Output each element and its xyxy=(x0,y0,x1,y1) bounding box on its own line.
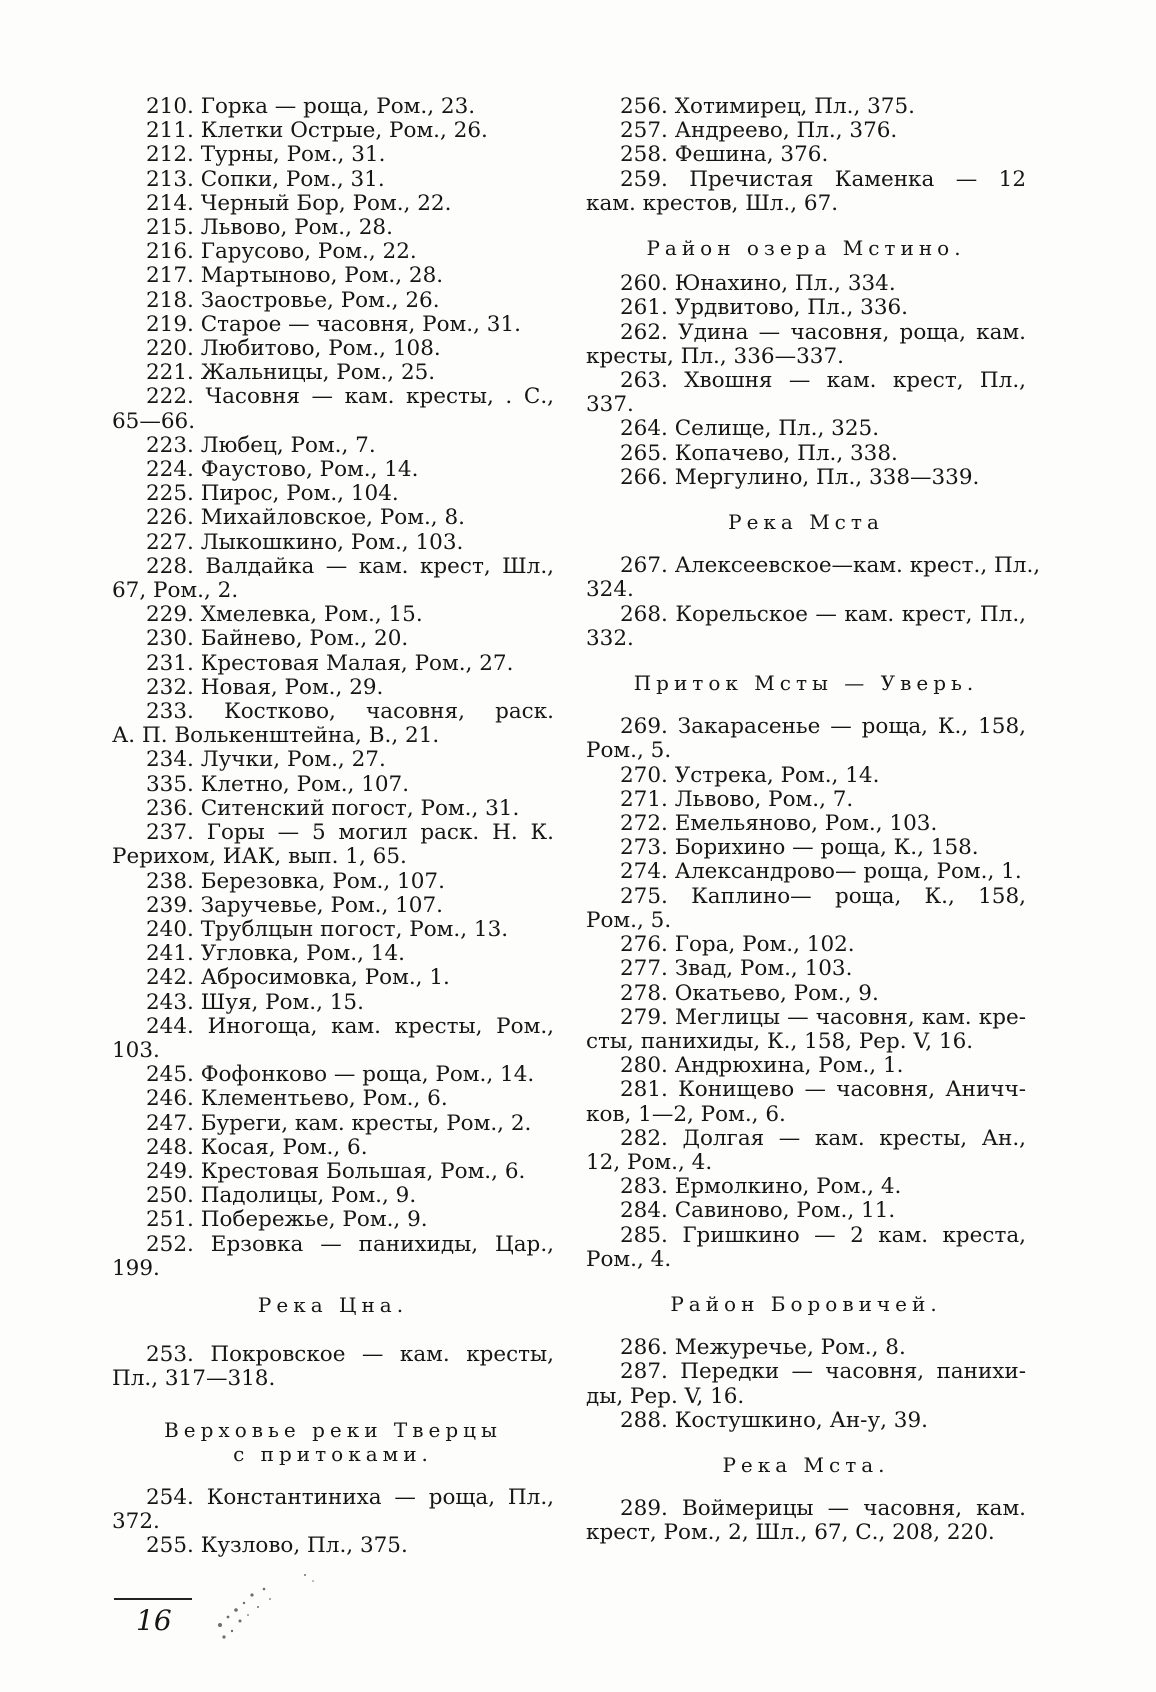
entry-line: 256. Хотимирец, Пл., 375. xyxy=(620,94,915,119)
spacer xyxy=(586,216,1026,236)
entry-line: 247. Буреги, кам. кресты, Ром., 2. xyxy=(146,1110,532,1136)
spacer xyxy=(586,534,1026,554)
entry-line: 281. Конищево — часовня, Аничч- xyxy=(620,1077,1026,1103)
entry-line: 253. Покровское — кам. кресты, xyxy=(146,1342,554,1368)
entry-line: 210. Горка — роща, Ром., 23. xyxy=(146,94,476,119)
entry-line: 277. Звад, Ром., 103. xyxy=(620,956,853,982)
entry-line: 337. xyxy=(586,392,634,418)
entry-line: 211. Клетки Острые, Ром., 26. xyxy=(146,118,488,144)
entry-line: 287. Передки — часовня, панихи- xyxy=(620,1359,1026,1385)
entry-line: 252. Ерзовка — панихиды, Цар., xyxy=(146,1231,554,1257)
entry-line: 285. Гришкино — 2 кам. креста, xyxy=(620,1222,1026,1248)
entry-line: А. П. Волькенштейна, В., 21. xyxy=(112,723,440,749)
entry-line: 278. Окатьево, Ром., 9. xyxy=(620,980,879,1006)
spacer xyxy=(586,1316,1026,1336)
entry-line: 212. Турны, Ром., 31. xyxy=(146,142,386,168)
entry-line: 215. Львово, Ром., 28. xyxy=(146,215,393,241)
entry-line: 275. Каплино— роща, К., 158, xyxy=(620,883,1026,909)
spacer xyxy=(112,1317,554,1343)
entry-line: 270. Устрека, Ром., 14. xyxy=(620,762,880,788)
entry-line: 260. Юнахино, Пл., 334. xyxy=(620,271,896,297)
entry-line: 213. Сопки, Ром., 31. xyxy=(146,166,385,192)
spacer xyxy=(112,1466,554,1486)
entry-line: 226. Михайловское, Ром., 8. xyxy=(146,505,465,531)
entry-line: Ром., 4. xyxy=(586,1246,672,1272)
entry-line: 242. Абросимовка, Ром., 1. xyxy=(146,965,450,991)
entry-line: 238. Березовка, Ром., 107. xyxy=(146,868,445,894)
entry-line: 289. Воймерицы — часовня, кам. xyxy=(620,1496,1026,1522)
entry-line: 199. xyxy=(112,1255,160,1281)
section-heading: Река Мста xyxy=(728,510,884,535)
entry-line: Ром., 5. xyxy=(586,738,672,764)
entry-line: 282. Долгая — кам. кресты, Ан., xyxy=(620,1125,1026,1151)
entry-line: 231. Крестовая Малая, Ром., 27. xyxy=(146,650,514,676)
spacer xyxy=(112,1281,554,1293)
entry-line: 288. Костушкино, Ан-у, 39. xyxy=(620,1407,928,1433)
entry-line: 269. Закарасенье — роща, К., 158, xyxy=(620,714,1026,740)
entry-line: 279. Меглицы — часовня, кам. кре- xyxy=(620,1004,1026,1030)
entry-line: 220. Любитово, Ром., 108. xyxy=(146,336,441,362)
entry-line: 335. Клетно, Ром., 107. xyxy=(146,771,410,797)
entry-line: 258. Фешина, 376. xyxy=(620,142,829,168)
entry-line: 240. Трублцын погост, Ром., 13. xyxy=(146,916,509,942)
entry-line: 227. Лыкошкино, Ром., 103. xyxy=(146,529,464,555)
entry-line: 239. Заручевье, Ром., 107. xyxy=(146,892,443,918)
entry-line: 233. Костково, часовня, раск. xyxy=(146,699,554,725)
entry-line: 214. Черный Бор, Ром., 22. xyxy=(146,190,452,216)
section-heading: Приток Мсты — Уверь. xyxy=(633,671,979,696)
entry-line: 229. Хмелевка, Ром., 15. xyxy=(146,602,423,628)
entry-line: кам. крестов, Шл., 67. xyxy=(586,190,839,216)
entry-line: 271. Львово, Ром., 7. xyxy=(620,786,854,812)
entry-line: 265. Копачево, Пл., 338. xyxy=(620,440,898,466)
spacer xyxy=(112,1392,554,1418)
entry-line: 250. Падолицы, Ром., 9. xyxy=(146,1183,417,1209)
entry-line: 216. Гарусово, Ром., 22. xyxy=(146,239,417,265)
section-heading: Район озера Мстино. xyxy=(646,236,966,261)
entry-line: 222. Часовня — кам. кресты, . С., xyxy=(146,384,554,410)
entry-line: 324. xyxy=(586,577,634,603)
section-heading: Река Мста. xyxy=(722,1452,890,1477)
entry-line: 273. Борихино — роща, К., 158. xyxy=(620,835,979,861)
page-number-rule xyxy=(114,1598,192,1600)
entry-line: 332. xyxy=(586,625,634,651)
entry-line: 284. Савиново, Ром., 11. xyxy=(620,1198,896,1224)
entry-line: 286. Межуречье, Ром., 8. xyxy=(620,1335,906,1361)
entry-line: 217. Мартыново, Ром., 28. xyxy=(146,263,444,289)
entry-line: 236. Ситенский погост, Ром., 31. xyxy=(146,795,520,821)
entry-line: 268. Корельское — кам. крест, Пл., xyxy=(620,601,1026,627)
entry-line: кресты, Пл., 336—337. xyxy=(586,343,844,369)
entry-line: Рерихом, ИАК, вып. 1, 65. xyxy=(112,844,407,870)
entry-line: 221. Жальницы, Ром., 25. xyxy=(146,360,436,386)
entry-line: 248. Косая, Ром., 6. xyxy=(146,1134,368,1160)
entry-line: 372. xyxy=(112,1509,160,1535)
print-smudge xyxy=(210,1555,330,1645)
entry-line: 234. Лучки, Ром., 27. xyxy=(146,747,386,773)
entry-line: Ром., 5. xyxy=(586,907,672,933)
entry-line: 283. Ермолкино, Ром., 4. xyxy=(620,1174,902,1200)
entry-line: 249. Крестовая Большая, Ром., 6. xyxy=(146,1158,526,1184)
spacer xyxy=(586,1477,1026,1497)
section-heading: с притоками. xyxy=(233,1441,433,1466)
entry-line: 244. Иногоща, кам. кресты, Ром., xyxy=(146,1013,554,1039)
entry-line: 264. Селище, Пл., 325. xyxy=(620,416,880,442)
entry-line: крест, Ром., 2, Шл., 67, С., 208, 220. xyxy=(586,1520,995,1546)
entry-line: 219. Старое — часовня, Ром., 31. xyxy=(146,311,521,337)
entry-line: Пл., 317—318. xyxy=(112,1366,276,1392)
entry-line: 263. Хвошня — кам. крест, Пл., xyxy=(620,368,1026,394)
spacer xyxy=(586,1433,1026,1453)
entry-line: 225. Пирос, Ром., 104. xyxy=(146,481,399,507)
entry-line: 274. Александрово— роща, Ром., 1. xyxy=(620,859,1022,885)
entry-line: сты, панихиды, К., 158, Рер. V, 16. xyxy=(586,1028,974,1054)
entry-line: 223. Любец, Ром., 7. xyxy=(146,432,376,458)
entry-line: 218. Заостровье, Ром., 26. xyxy=(146,287,440,313)
entry-line: 67, Ром., 2. xyxy=(112,578,239,604)
entry-line: 232. Новая, Ром., 29. xyxy=(146,674,384,700)
entry-line: 272. Емельяново, Ром., 103. xyxy=(620,811,938,837)
entry-line: 266. Мергулино, Пл., 338—339. xyxy=(620,464,980,490)
entry-line: 228. Валдайка — кам. крест, Шл., xyxy=(146,553,554,579)
entry-line: 237. Горы — 5 могил раск. Н. К. xyxy=(146,820,554,846)
entry-line: 65—66. xyxy=(112,408,196,434)
left-column xyxy=(112,95,554,1559)
entry-line: 276. Гора, Ром., 102. xyxy=(620,932,855,958)
entry-line: 257. Андреево, Пл., 376. xyxy=(620,118,898,144)
entry-line: 243. Шуя, Ром., 15. xyxy=(146,989,364,1015)
entry-line: 251. Побережье, Ром., 9. xyxy=(146,1207,428,1233)
spacer xyxy=(586,651,1026,671)
entry-line: 230. Байнево, Ром., 20. xyxy=(146,626,409,652)
entry-line: 103. xyxy=(112,1037,160,1063)
entry-line: 261. Урдвитово, Пл., 336. xyxy=(620,295,909,321)
entry-line: 262. Удина — часовня, роща, кам. xyxy=(620,319,1026,345)
entry-line: 241. Угловка, Ром., 14. xyxy=(146,941,405,967)
page-number: 16 xyxy=(136,1604,172,1637)
entry-line: ды, Рер. V, 16. xyxy=(586,1383,745,1409)
entry-line: 254. Константиниха — роща, Пл., xyxy=(146,1484,554,1510)
spacer xyxy=(586,490,1026,510)
section-heading: Верховье реки Тверцы xyxy=(164,1417,502,1442)
entry-line: 245. Фофонково — роща, Ром., 14. xyxy=(146,1062,535,1088)
entry-line: 224. Фаустово, Ром., 14. xyxy=(146,457,419,483)
spacer xyxy=(586,695,1026,715)
right-column xyxy=(586,94,1041,1546)
section-heading: Район Боровичей. xyxy=(670,1291,942,1316)
entry-line: 246. Клементьево, Ром., 6. xyxy=(146,1086,448,1112)
entry-line: ков, 1—2, Ром., 6. xyxy=(586,1101,786,1127)
entry-line: 259. Пречистая Каменка — 12 xyxy=(620,166,1026,192)
section-heading: Река Цна. xyxy=(257,1292,409,1317)
entry-line: 280. Андрюхина, Ром., 1. xyxy=(620,1053,904,1079)
spacer xyxy=(586,1272,1026,1292)
entry-line: 255. Кузлово, Пл., 375. xyxy=(146,1533,408,1559)
entry-line: 12, Ром., 4. xyxy=(586,1149,713,1175)
entry-line: 267. Алексеевское—кам. крест., Пл., xyxy=(620,553,1041,579)
